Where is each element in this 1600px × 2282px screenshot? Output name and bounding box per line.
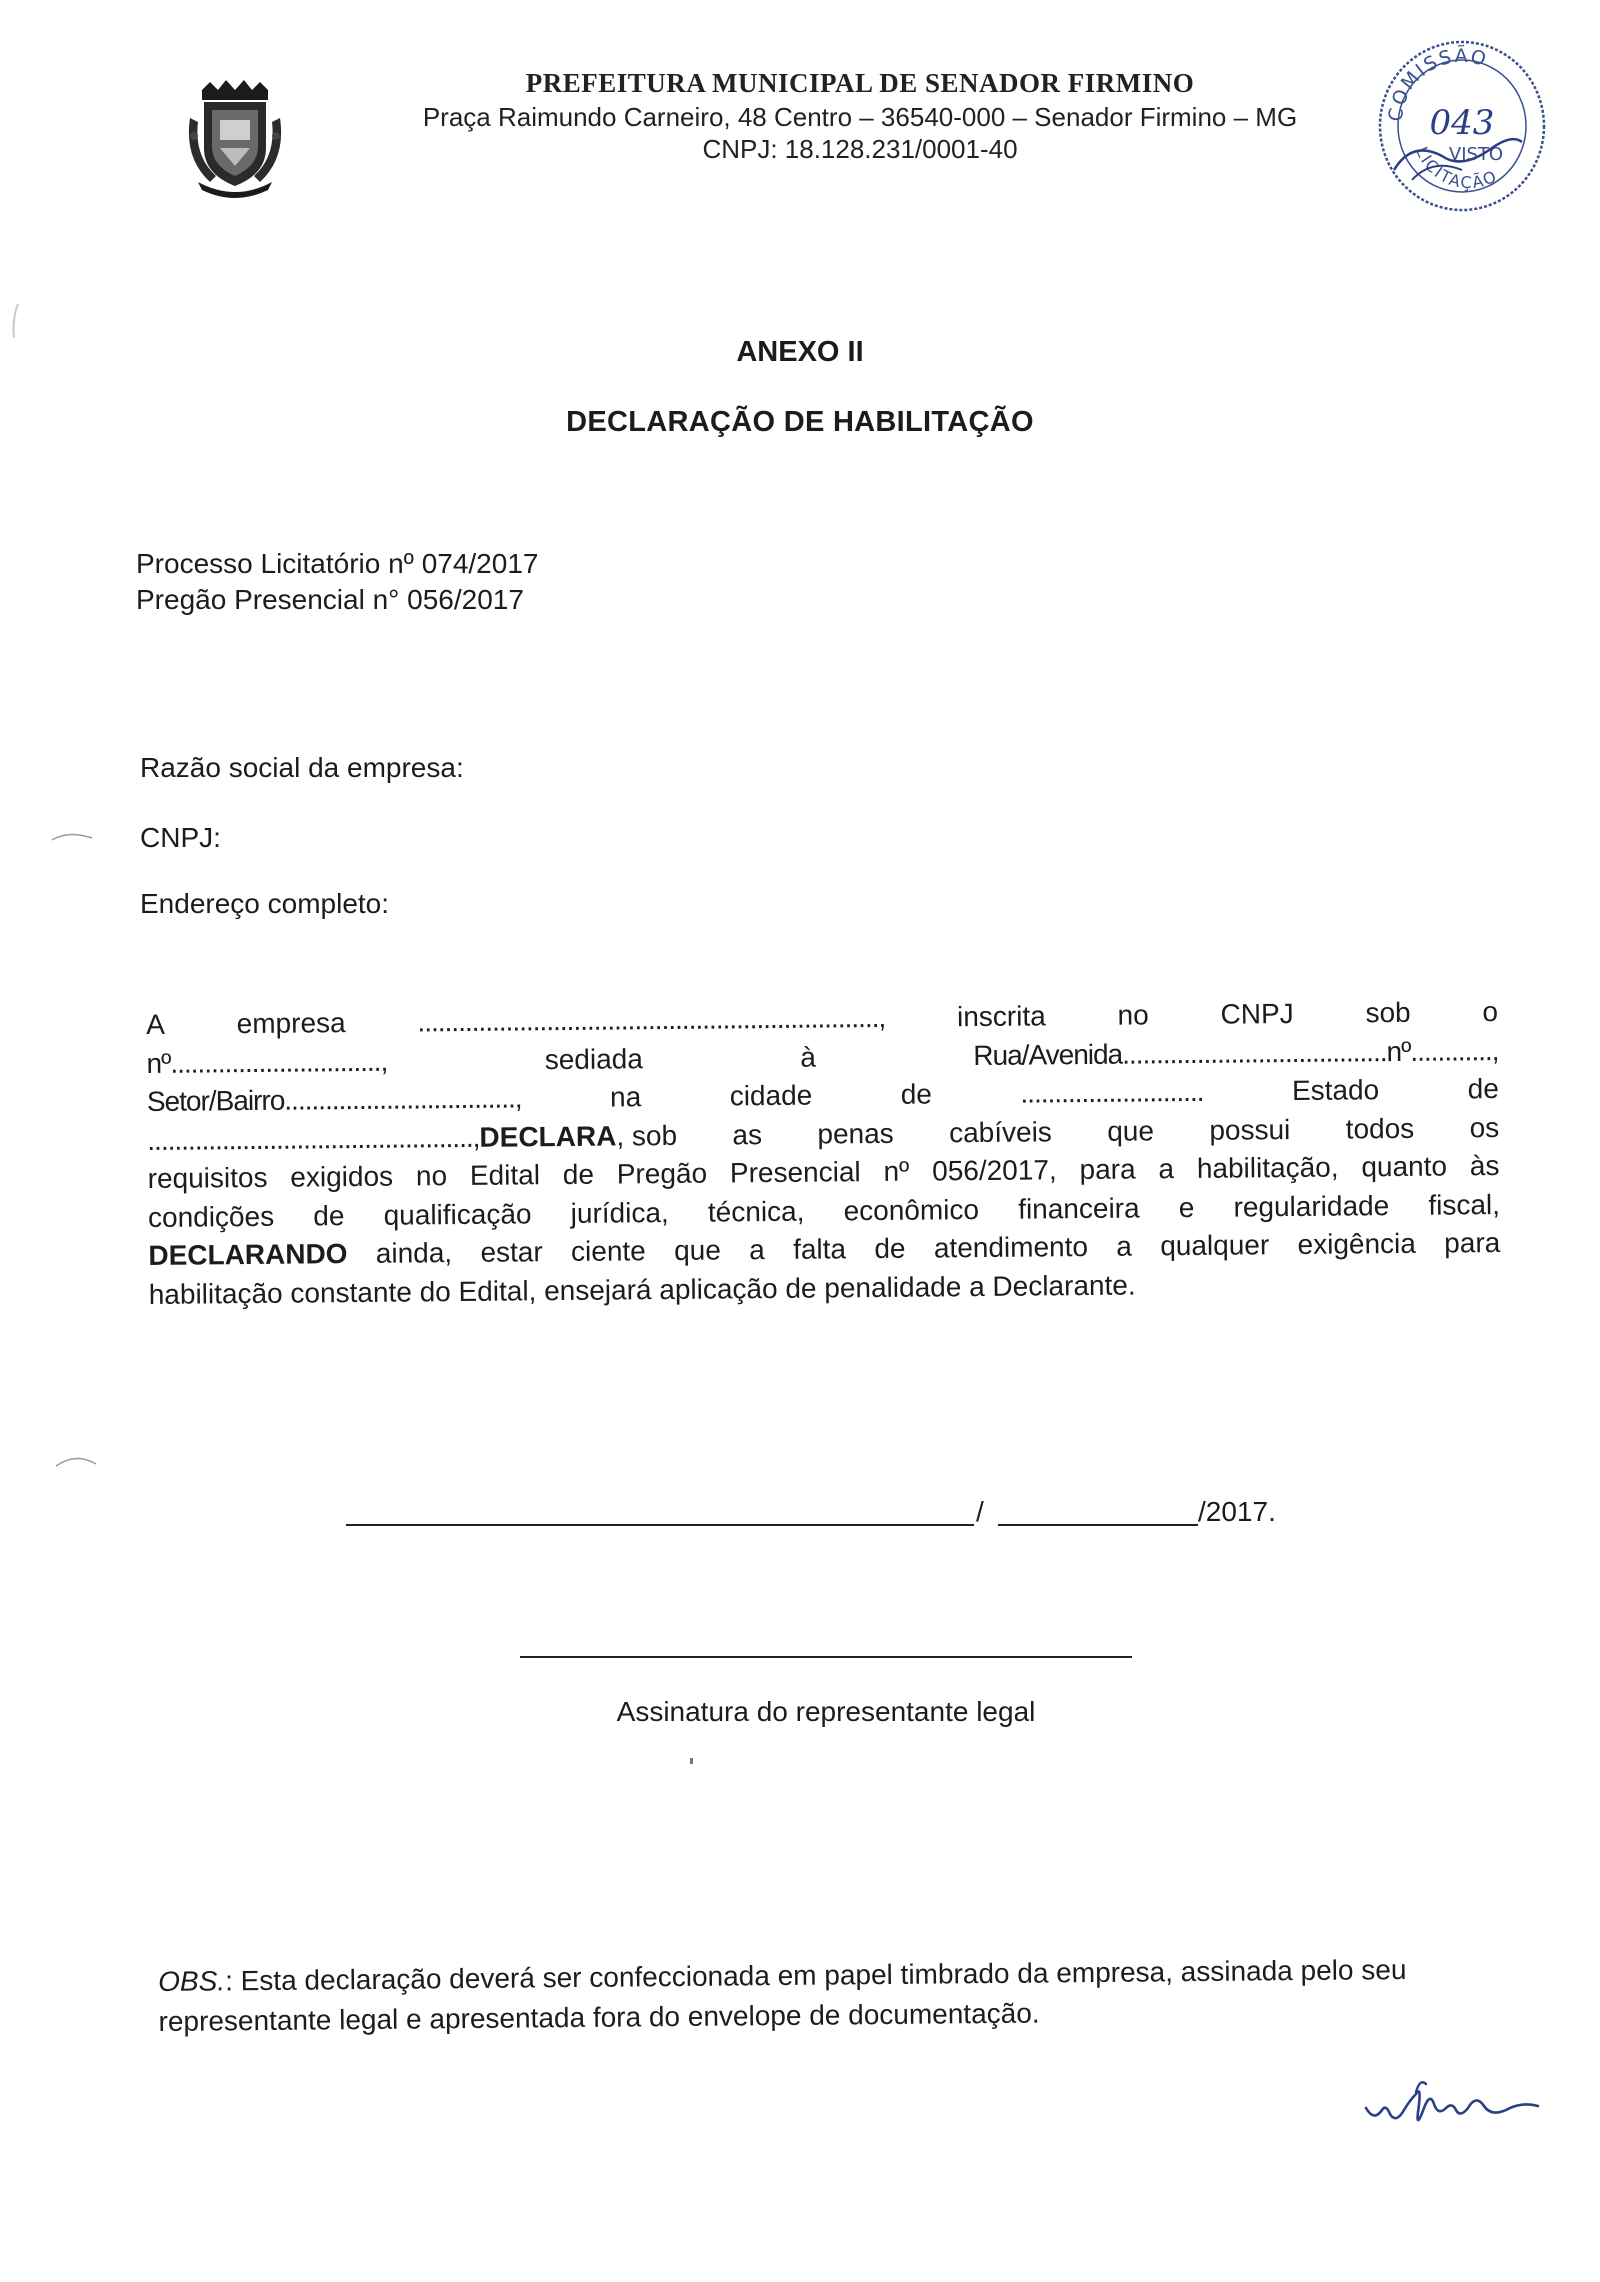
handwritten-initials-icon xyxy=(1360,2064,1560,2144)
stamp-top-text: COMISSÃO xyxy=(1384,44,1491,123)
margin-mark xyxy=(52,1450,102,1474)
declaration-line: Setor/Bairro.................................., na cidade de ........................... Estado de xyxy=(146,1073,1499,1117)
declaration-line: ................................................,DECLARA, sob as penas cabíveis que possui todos os xyxy=(147,1111,1500,1156)
declaration-title: DECLARAÇÃO DE HABILITAÇÃO xyxy=(566,406,1034,438)
declaration-body xyxy=(146,993,1501,1314)
bidding-process-number: Processo Licitatório nº 074/2017 xyxy=(136,548,539,579)
declara-keyword: DECLARA xyxy=(479,1119,617,1153)
organization-address: Praça Raimundo Carneiro, 48 Centro – 36540-000 – Senador Firmino – MG xyxy=(422,102,1298,132)
municipal-crest-icon xyxy=(180,78,290,198)
commission-stamp-icon xyxy=(1372,30,1552,220)
annex-title: ANEXO II xyxy=(736,336,864,368)
auction-number: Pregão Presencial n° 056/2017 xyxy=(136,584,524,615)
cnpj-label: CNPJ: xyxy=(140,822,221,853)
declaration-line: habilitação constante do Edital, ensejará aplicação de penalidade a Declarante. xyxy=(148,1269,1136,1310)
signature-label: Assinatura do representante legal xyxy=(616,1696,1036,1727)
observation-label: OBS. xyxy=(158,1965,226,1997)
address-label: Endereço completo: xyxy=(140,888,390,919)
date-year: /2017. xyxy=(1198,1496,1276,1527)
date-line xyxy=(346,1494,1306,1534)
date-blank-field xyxy=(346,1524,974,1526)
stray-mark xyxy=(690,1758,693,1764)
date-blank-field xyxy=(998,1524,1198,1526)
signature-line xyxy=(520,1656,1132,1658)
declaration-line: requisitos exigidos no Edital de Pregão Presencial nº 056/2017, para a habilitação, quanto às xyxy=(147,1150,1500,1194)
organization-cnpj: CNPJ: 18.128.231/0001-40 xyxy=(702,134,1018,164)
declaration-line: nº..............................., sediada à Rua/Avenida.......................................nº............, xyxy=(146,1034,1499,1079)
declarando-keyword: DECLARANDO xyxy=(148,1238,348,1271)
company-name-label: Razão social da empresa: xyxy=(140,752,464,783)
stamp-number: 043 xyxy=(1429,103,1495,143)
organization-name: PREFEITURA MUNICIPAL DE SENADOR FIRMINO xyxy=(525,68,1195,98)
observation-note xyxy=(158,1949,1479,2042)
stamp-middle-text: VISTO xyxy=(1448,144,1504,165)
observation-text: : Esta declaração deverá ser confeccionada em papel timbrado da empresa, assinada pelo seu representante legal e apresentada fora do envelope de documentação. xyxy=(158,1954,1407,2037)
date-separator: / xyxy=(976,1496,984,1527)
declaration-line: condições de qualificação jurídica, técnica, econômico financeira e regularidade fiscal, xyxy=(147,1188,1501,1233)
declaration-line: DECLARANDO ainda, estar ciente que a falta de atendimento a qualquer exigência para xyxy=(148,1224,1500,1275)
stamp-bottom-text: LICITAÇÃO xyxy=(1412,143,1501,193)
declaration-line: A empresa ...................................................................., inscrita no CNPJ sob o xyxy=(146,996,1499,1040)
margin-mark xyxy=(48,826,98,846)
